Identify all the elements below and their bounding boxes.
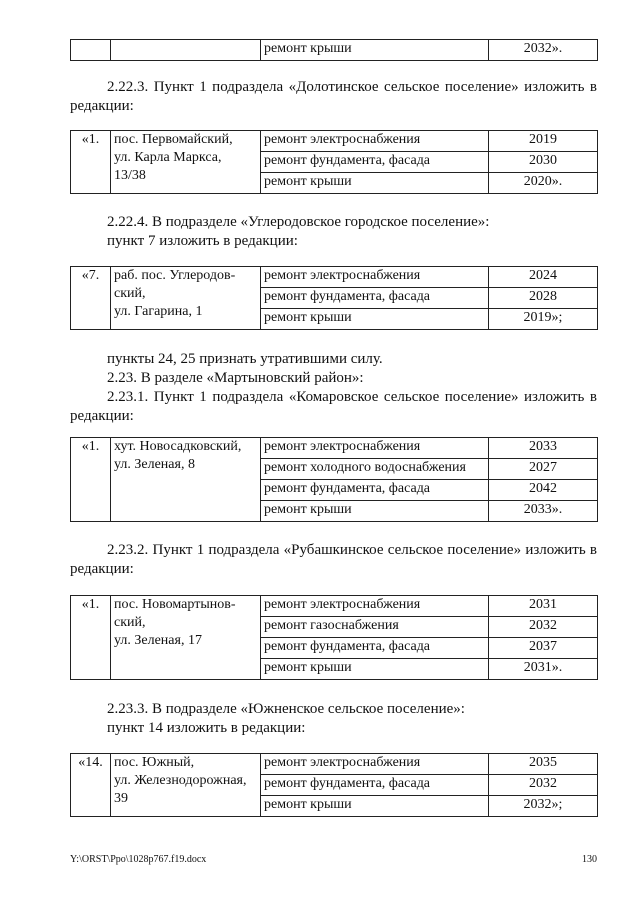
paragraph-items-24-25: пункты 24, 25 признать утратившими силу. (107, 351, 383, 367)
table-dolotinskoe (70, 130, 598, 194)
row-address: пос. Южный, ул. Железнодорожная, 39 (111, 754, 261, 817)
work-type: ремонт фундамента, фасада (261, 775, 489, 796)
work-type: ремонт крыши (261, 309, 489, 330)
work-year: 2033». (489, 501, 598, 522)
work-year: 2035 (489, 754, 598, 775)
row-number: «1. (71, 438, 111, 522)
row-address: раб. пос. Углеродов- ский, ул. Гагарина, 1 (111, 267, 261, 330)
row-address: пос. Новомартынов- ский, ул. Зеленая, 17 (111, 596, 261, 680)
table-continuation (70, 39, 598, 61)
paragraph-2-23-2: 2.23.2. Пункт 1 подраздела «Рубашкинское сельское поселение» изложить в редакции: (70, 542, 597, 577)
work-year: 2019»; (489, 309, 598, 330)
table-row (71, 131, 598, 152)
work-year: 2042 (489, 480, 598, 501)
table-rubashkinskoe (70, 595, 598, 680)
work-year: 2030 (489, 152, 598, 173)
work-type: ремонт фундамента, фасада (261, 152, 489, 173)
footer-file-path: Y:\ORST\Ppo\1028p767.f19.docx (70, 854, 207, 865)
work-year: 2032»; (489, 796, 598, 817)
row-number: «1. (71, 596, 111, 680)
work-type: ремонт крыши (261, 796, 489, 817)
work-year: 2032». (489, 40, 598, 61)
table-row (71, 438, 598, 459)
work-year: 2031». (489, 659, 598, 680)
work-type: ремонт фундамента, фасада (261, 638, 489, 659)
work-type: ремонт электроснабжения (261, 131, 489, 152)
work-year: 2032 (489, 775, 598, 796)
table-uglerodovskoe (70, 266, 598, 330)
work-type: ремонт крыши (261, 40, 489, 61)
work-year: 2020». (489, 173, 598, 194)
paragraph-2-22-4: 2.22.4. В подразделе «Углеродовское городское поселение»: (107, 214, 490, 230)
work-year: 2033 (489, 438, 598, 459)
table-row (71, 596, 598, 617)
paragraph-item-7: пункт 7 изложить в редакции: (107, 233, 298, 249)
work-year: 2027 (489, 459, 598, 480)
paragraph-2-22-3: 2.22.3. Пункт 1 подраздела «Долотинское сельское поселение» изложить в редакции: (70, 79, 597, 114)
row-number (71, 40, 111, 61)
work-year: 2024 (489, 267, 598, 288)
work-year: 2032 (489, 617, 598, 638)
work-type: ремонт холодного водоснабжения (261, 459, 489, 480)
paragraph-item-14: пункт 14 изложить в редакции: (107, 720, 306, 736)
work-type: ремонт крыши (261, 501, 489, 522)
work-type: ремонт крыши (261, 659, 489, 680)
row-number: «14. (71, 754, 111, 817)
table-row (71, 40, 598, 61)
table-komarovskoe (70, 437, 598, 522)
row-address: пос. Первомайский, ул. Карла Маркса, 13/38 (111, 131, 261, 194)
work-year: 2019 (489, 131, 598, 152)
paragraph-2-23-1: 2.23.1. Пункт 1 подраздела «Комаровское сельское поселение» изложить в редакции: (70, 389, 597, 424)
table-row (71, 754, 598, 775)
work-year: 2028 (489, 288, 598, 309)
table-yuzhnenskoe (70, 753, 598, 817)
work-type: ремонт электроснабжения (261, 596, 489, 617)
row-number: «1. (71, 131, 111, 194)
paragraph-2-23: 2.23. В разделе «Мартыновский район»: (107, 370, 364, 386)
row-address (111, 40, 261, 61)
work-type: ремонт крыши (261, 173, 489, 194)
work-type: ремонт электроснабжения (261, 267, 489, 288)
row-number: «7. (71, 267, 111, 330)
row-address: хут. Новосадковский, ул. Зеленая, 8 (111, 438, 261, 522)
work-type: ремонт электроснабжения (261, 754, 489, 775)
work-type: ремонт фундамента, фасада (261, 288, 489, 309)
table-row (71, 267, 598, 288)
work-year: 2031 (489, 596, 598, 617)
work-type: ремонт фундамента, фасада (261, 480, 489, 501)
work-type: ремонт газоснабжения (261, 617, 489, 638)
paragraph-2-23-3: 2.23.3. В подразделе «Южненское сельское поселение»: (107, 701, 465, 717)
work-type: ремонт электроснабжения (261, 438, 489, 459)
page-number: 130 (582, 854, 597, 865)
work-year: 2037 (489, 638, 598, 659)
